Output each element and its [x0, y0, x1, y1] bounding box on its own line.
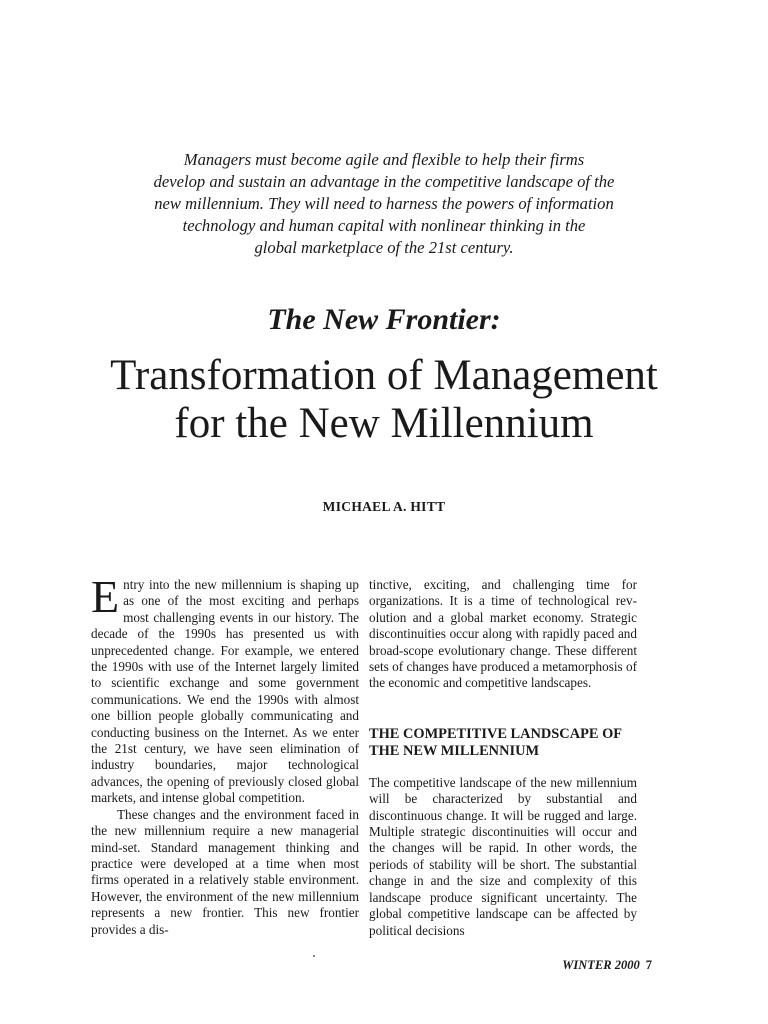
- journal-issue: WINTER 2000: [562, 958, 640, 972]
- section-heading: [369, 726, 637, 760]
- page-footer: [540, 958, 652, 973]
- body-paragraph: These changes and the environment faced in the new millennium require a new managerial mind-set. Standard management thinking and practice were developed at a time when most firms operated in a relatively stable environment. However, the environment of the new millennium represents a new frontier. This new frontier provides a dis-: [91, 806, 359, 937]
- abstract-line: global marketplace of the 21st century.: [254, 238, 514, 257]
- article-title-line: Transformation of Management: [110, 352, 658, 399]
- title-kicker: The New Frontier:: [267, 303, 501, 336]
- body-paragraph: The competitive landscape of the new millennium will be characterized by substantial and discontinuous change. It will be rugged and large. Multiple strategic discontinuities will occur and the changes will be rapid. In other words, the periods of stability will be short. The substantial change in and the size and complexity of this landscape produce significant uncertainty. The global competitive landscape can be affected by political decisions: [369, 774, 637, 938]
- page-number: 7: [645, 958, 652, 972]
- abstract-line: technology and human capital with nonlinear thinking in the: [182, 216, 586, 235]
- body-paragraph: tinctive, exciting, and challenging time for organizations. It is a time of technological revolution and a global market economy. Strategic discontinuities occur along with rapidly paced and broad-scope evolutionary change. These different sets of changes have produced a metamorphosis of the economic and competitive landscapes.: [369, 577, 637, 691]
- abstract: [100, 149, 668, 259]
- article-title: [0, 352, 768, 448]
- body-paragraph: [91, 571, 359, 807]
- body-column-right: [369, 577, 637, 939]
- author-byline: MICHAEL A. HITT: [322, 499, 446, 514]
- section-heading-line: THE COMPETITIVE LANDSCAPE OF: [369, 725, 623, 742]
- abstract-line: Managers must become agile and flexible to help their firms: [183, 150, 585, 169]
- body-column-left: [91, 571, 359, 938]
- abstract-line: develop and sustain an advantage in the competitive landscape of the: [153, 172, 615, 191]
- article-title-line: for the New Millennium: [174, 400, 594, 447]
- section-heading-line: THE NEW MILLENNIUM: [369, 742, 540, 759]
- abstract-line: new millennium. They will need to harness the powers of information: [154, 194, 614, 213]
- scan-speck: [313, 955, 315, 957]
- drop-cap: E: [91, 571, 120, 622]
- paragraph-text: ntry into the new millennium is shaping up as one of the most exciting and perhaps most challenging events in our history. The decade of the 1990s has presented us with unprecedented change. For example, we entered the 1990s with use of the Internet largely limited to scientific exchange and some government communications. We end the 1990s with almost one billion people globally communicating and conducting business on the Internet. As we enter the 21st century, we have seen elimination of industry boundaries, major technological advances, the opening of previously closed global markets, and intense global competition.: [91, 577, 359, 806]
